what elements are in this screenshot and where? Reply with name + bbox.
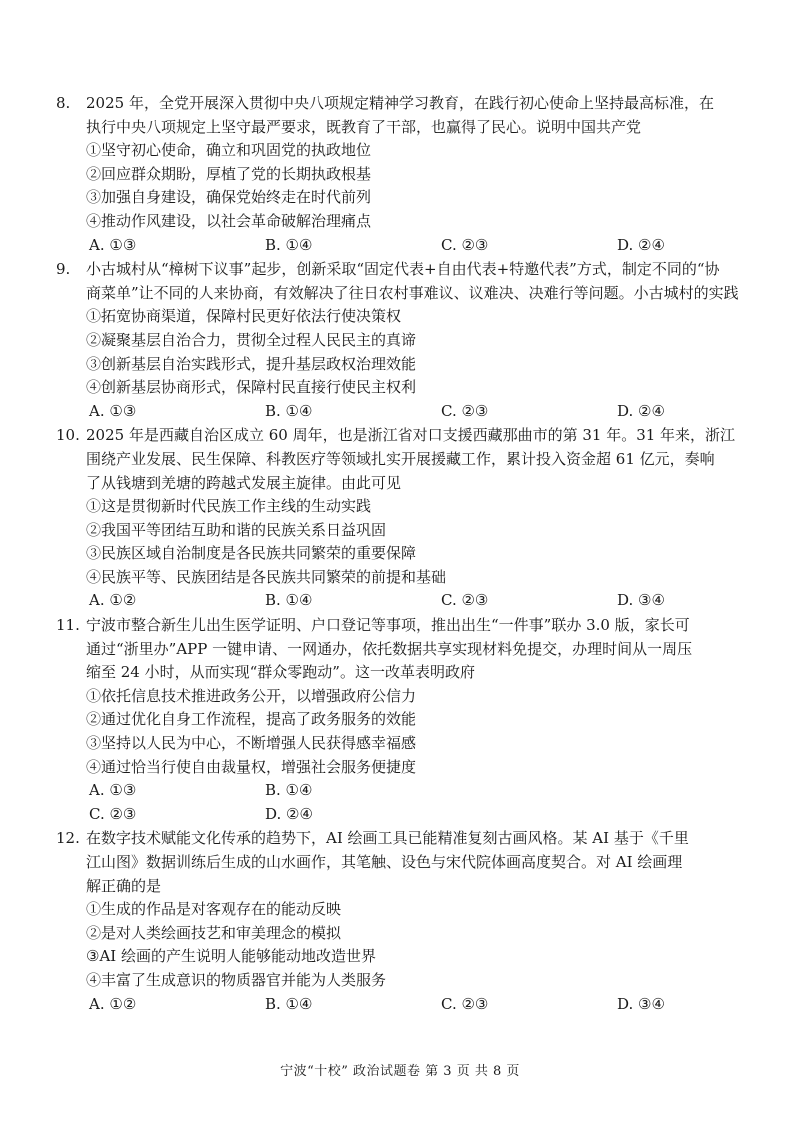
choice-c: C. ②③	[441, 994, 489, 1013]
statement-option: ④民族平等、民族团结是各民族共同繁荣的前提和基础	[86, 567, 447, 586]
statement-option: ①拓宽协商渠道，保障村民更好依法行使决策权	[86, 307, 402, 326]
choice-a: A. ①③	[89, 235, 137, 254]
choice-d: D. ②④	[265, 804, 313, 823]
question-stem-line: 解正确的是	[86, 876, 162, 895]
question-number: 9.	[56, 260, 71, 279]
page-footer: 宁波“十校” 政治试题卷 第 3 页 共 8 页	[280, 1064, 520, 1079]
statement-option: ②我国平等团结互助和谐的民族关系日益巩固	[86, 520, 387, 539]
choice-b: B. ①④	[265, 235, 313, 254]
question-stem-line: 在数字技术赋能文化传承的趋势下，AI 绘画工具已能精准复刻古画风格。某 AI 基于《千里	[86, 829, 689, 848]
choice-d: D. ②④	[617, 235, 665, 254]
statement-option: ④丰富了生成意识的物质器官并能为人类服务	[86, 970, 387, 989]
question-stem-line: 小古城村从“樟树下议事”起步，创新采取“固定代表+自由代表+特邀代表”方式，制定不同的“协	[86, 260, 720, 279]
statement-option: ③民族区域自治制度是各民族共同繁荣的重要保障	[86, 544, 417, 563]
statement-option: ②凝聚基层自治合力，贯彻全过程人民民主的真谛	[86, 330, 417, 349]
choice-c: C. ②③	[441, 591, 489, 610]
question-number: 10.	[56, 426, 80, 445]
question-11	[56, 614, 756, 826]
choice-a: A. ①②	[89, 994, 137, 1013]
question-number: 11.	[56, 616, 80, 635]
choice-c: C. ②③	[441, 401, 489, 420]
choice-c: C. ②③	[441, 235, 489, 254]
statement-option: ②通过优化自身工作流程，提高了政务服务的效能	[86, 710, 417, 729]
question-number: 8.	[56, 94, 71, 112]
question-stem-line: 通过“浙里办”APP 一键申请、一网通办，依托数据共享实现材料免提交，办理时间从一周压	[86, 639, 693, 658]
question-8	[56, 92, 756, 257]
question-stem-line: 2025 年是西藏自治区成立 60 周年，也是浙江省对口支援西藏那曲市的第 31 年。31 年来，浙江	[86, 426, 736, 445]
question-stem-line: 缩至 24 小时，从而实现“群众零跑动”。这一改革表明政府	[86, 663, 475, 682]
answer-choices	[56, 234, 756, 258]
statement-option: ③坚持以人民为中心，不断增强人民获得感幸福感	[86, 734, 417, 753]
statement-option: ④通过恰当行使自由裁量权，增强社会服务便捷度	[86, 757, 417, 776]
statement-option: ②回应群众期盼，厚植了党的长期执政根基	[86, 164, 372, 183]
statement-option: ②是对人类绘画技艺和审美理念的模拟	[86, 923, 342, 942]
choice-b: B. ①④	[265, 781, 313, 800]
statement-option: ③加强自身建设，确保党始终走在时代前列	[86, 188, 372, 207]
statement-option: ①这是贯彻新时代民族工作主线的生动实践	[86, 497, 372, 516]
question-10	[56, 424, 756, 613]
question-stem-line: 江山图》数据训练后生成的山水画作，其笔触、设色与宋代院体画高度契合。对 AI 绘画理	[86, 853, 683, 871]
question-list	[56, 92, 756, 1017]
statement-option: ①生成的作品是对客观存在的能动反映	[86, 900, 342, 919]
question-stem-line: 宁波市整合新生儿出生医学证明、户口登记等事项，推出出生“一件事”联办 3.0 版，家长可	[86, 616, 690, 635]
choice-b: B. ①④	[265, 591, 313, 610]
statement-option: ①依托信息技术推进政务公开，以增强政府公信力	[86, 686, 417, 705]
choice-a: A. ①③	[89, 781, 137, 800]
question-stem-line: 了从钱塘到羌塘的跨越式发展主旋律。由此可见	[86, 473, 402, 492]
question-stem-line: 执行中央八项规定上坚守最严要求，既教育了干部，也赢得了民心。说明中国共产党	[86, 117, 642, 136]
choice-a: A. ①②	[89, 591, 137, 610]
statement-option: ③创新基层自治实践形式，提升基层政权治理效能	[86, 354, 417, 373]
answer-choices	[56, 400, 756, 424]
question-number: 12.	[56, 829, 80, 848]
choice-c: C. ②③	[89, 804, 137, 823]
choice-b: B. ①④	[265, 994, 313, 1013]
question-stem-line: 围绕产业发展、民生保障、科教医疗等领域扎实开展援藏工作，累计投入资金超 61 亿元，奏响	[86, 449, 715, 468]
answer-choices-row	[56, 779, 756, 803]
answer-choices	[56, 589, 756, 613]
answer-choices-row	[56, 803, 756, 827]
choice-a: A. ①③	[89, 401, 137, 420]
statement-option: ③AI 绘画的产生说明人能够能动地改造世界	[86, 947, 376, 966]
choice-d: D. ②④	[617, 401, 665, 420]
question-9	[56, 258, 756, 423]
statement-option: ④推动作风建设，以社会革命破解治理痛点	[86, 211, 372, 230]
question-12	[56, 827, 756, 1016]
answer-choices	[56, 993, 756, 1017]
question-stem-line: 2025 年，全党开展深入贯彻中央八项规定精神学习教育，在践行初心使命上坚持最高标准，在	[86, 94, 714, 112]
statement-option: ④创新基层协商形式，保障村民直接行使民主权利	[86, 378, 417, 397]
statement-option: ①坚守初心使命，确立和巩固党的执政地位	[86, 141, 372, 160]
question-stem-line: 商菜单”让不同的人来协商，有效解决了往日农村事难议、议难决、决难行等问题。小古城村的实践	[86, 283, 739, 302]
choice-d: D. ③④	[617, 591, 665, 610]
choice-b: B. ①④	[265, 401, 313, 420]
choice-d: D. ③④	[617, 994, 665, 1013]
